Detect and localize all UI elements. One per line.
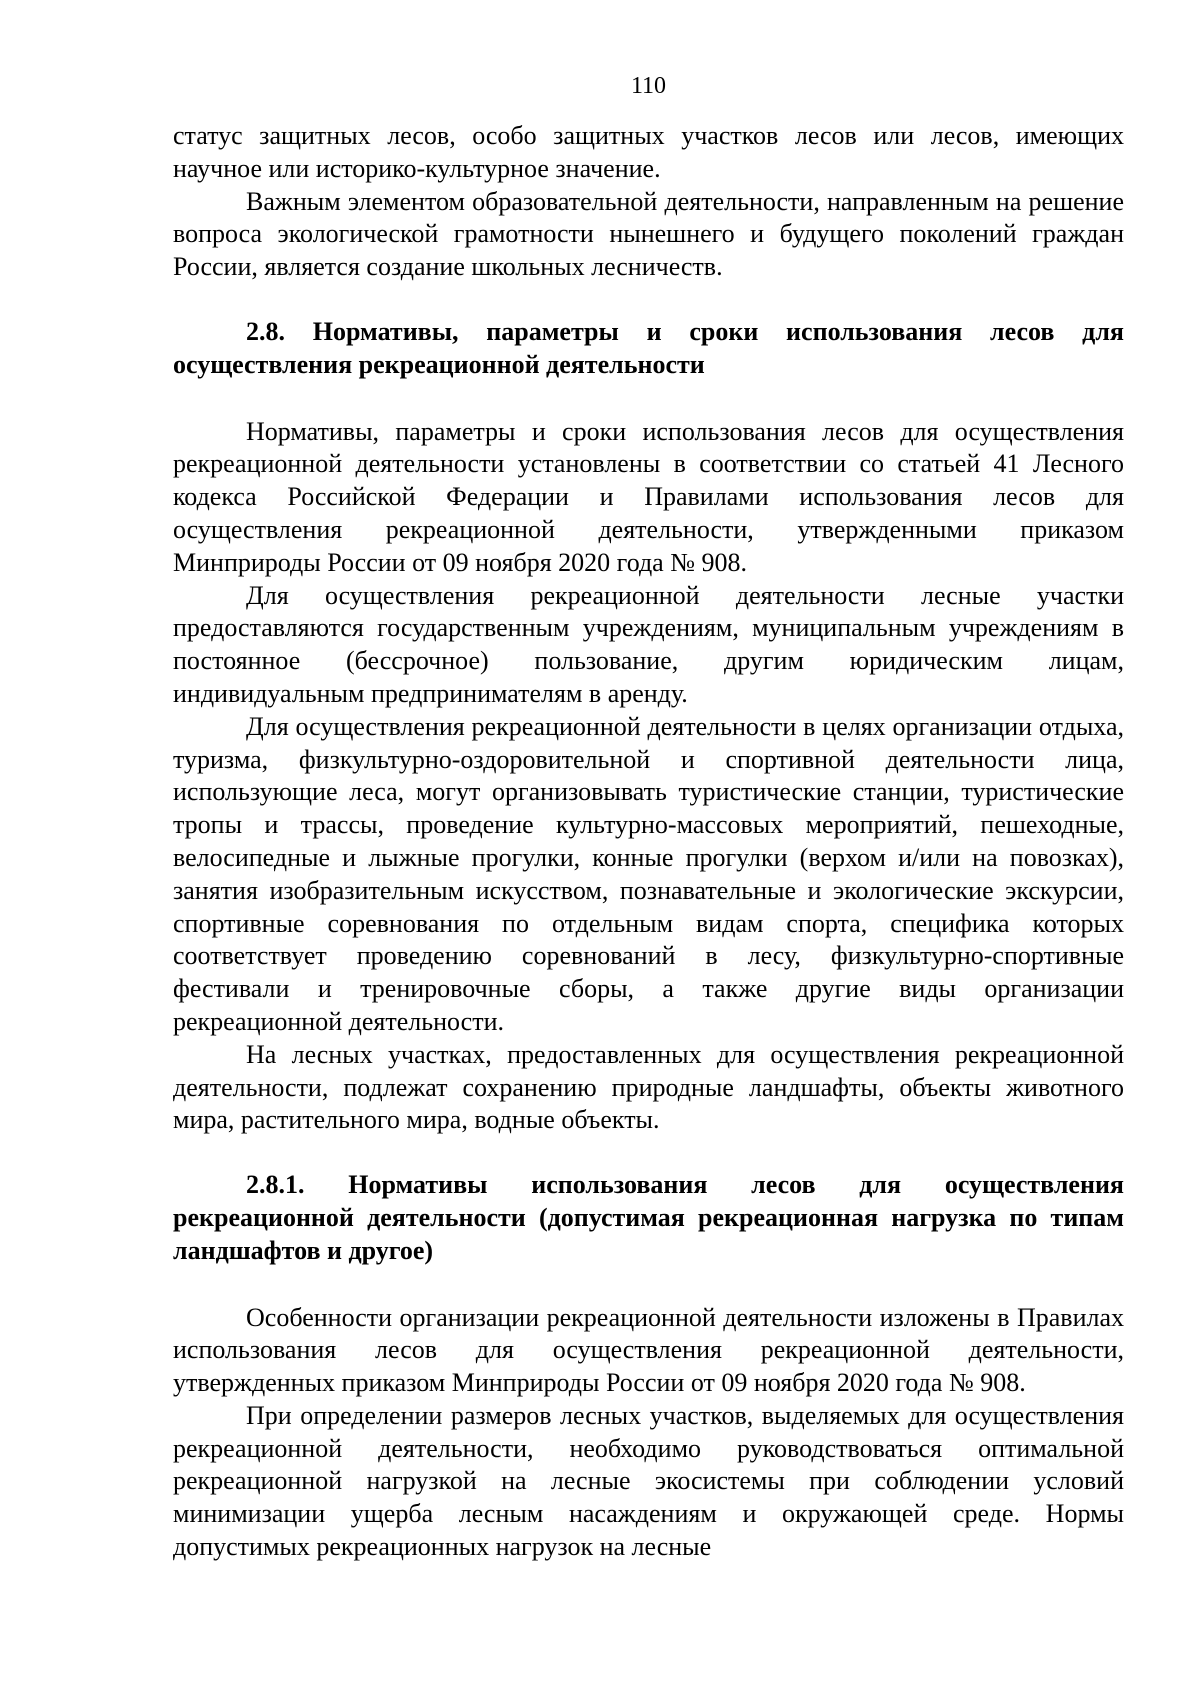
page-number: 110 (630, 73, 667, 99)
spacer (173, 284, 1124, 316)
paragraph-6: На лесных участках, предоставленных для осуществления рекреационной деятельности, подлежат сохранению природные ландшафты, объекты животного мира, растительного мира, водные объекты. (173, 1039, 1124, 1135)
paragraph-4: Для осуществления рекреационной деятельности лесные участки предоставляются государственным учреждениям, муниципальным учреждениям в постоянное (бессрочное) пользование, другим юридическим лицам, индивидуальным предпринимателям в аренду. (173, 580, 1124, 708)
spacer (173, 382, 1124, 416)
spacer (173, 1137, 1124, 1169)
section-heading-2-8-1: 2.8.1. Нормативы использования лесов для осуществления рекреационной деятельности (допустимая рекреационная нагрузка по типам ландшафтов и другое) (173, 1170, 1124, 1265)
spacer (173, 1268, 1124, 1302)
paragraph-8: При определении размеров лесных участков, выделяемых для осуществления рекреационной деятельности, необходимо руководствоваться оптимальной рекреационной нагрузкой на лесные экосистемы при соблюдении условий минимизации ущерба лесным насаждениям и окружающей среде. Нормы допустимых рекреационных нагрузок на лесные (173, 1400, 1124, 1562)
paragraph-2: Важным элементом образовательной деятельности, направленным на решение вопроса экологической грамотности нынешнего и будущего поколений граждан России, является создание школьных лесничеств. (173, 186, 1124, 282)
paragraph-5: Для осуществления рекреационной деятельности в целях организации отдыха, туризма, физкультурно-оздоровительной и спортивной деятельности лица, использующие леса, могут организовывать туристические станции, туристические тропы и трассы, проведение культурно-массовых мероприятий, пешеходные, велосипедные и лыжные прогулки, конные прогулки (верхом и/или на повозках), занятия изобразительным искусством, познавательные и экологические экскурсии, спортивные соревнования по отдельным видам спорта, специфика которых соответствует проведению соревнований в лесу, физкультурно-спортивные фестивали и тренировочные сборы, а также другие виды организации рекреационной деятельности. (173, 711, 1124, 1036)
paragraph-3: Нормативы, параметры и сроки использования лесов для осуществления рекреационной деятельности установлены в соответствии со статьей 41 Лесного кодекса Российской Федерации и Правилами использования лесов для осуществления рекреационной деятельности, утвержденными приказом Минприроды России от 09 ноября 2020 года № 908. (173, 416, 1124, 577)
paragraph-1: статус защитных лесов, особо защитных участков лесов или лесов, имеющих научное или историко-культурное значение. (173, 121, 1124, 183)
paragraph-7: Особенности организации рекреационной деятельности изложены в Правилах использования лесов для осуществления рекреационной деятельности, утвержденных приказом Минприроды России от 09 ноября 2020 года № 908. (173, 1302, 1124, 1398)
section-heading-2-8: 2.8. Нормативы, параметры и сроки использования лесов для осуществления рекреационной деятельности (173, 316, 1124, 379)
document-body (173, 120, 1124, 1564)
